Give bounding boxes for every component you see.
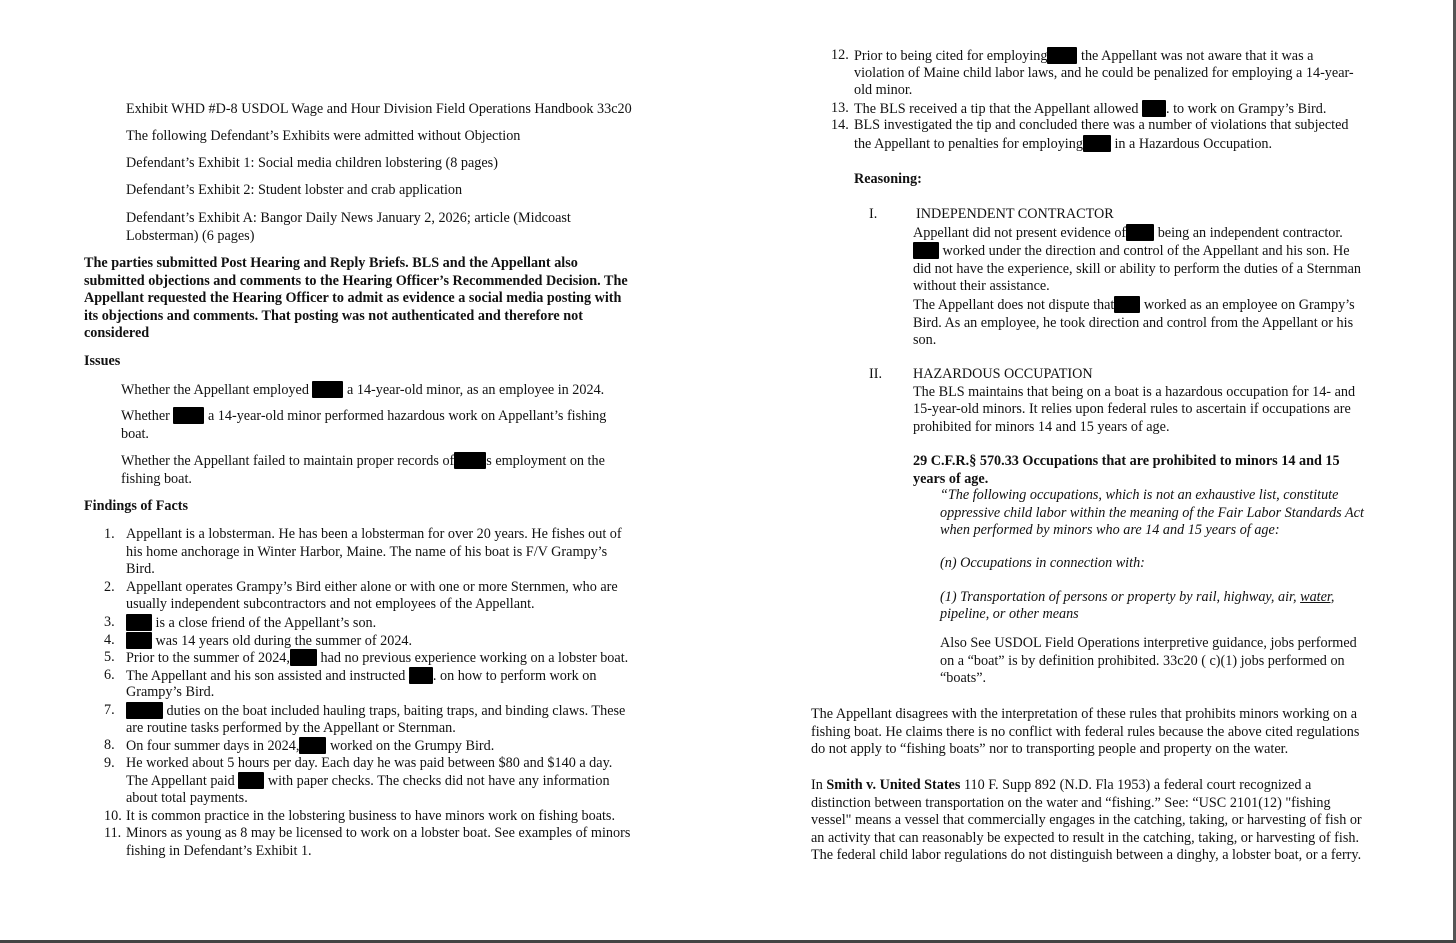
quote-line: (1) Transportation of persons or property by rail, highway, air, [940,588,1297,605]
section-text: son. [913,332,937,349]
finding-text: The Appellant and his son assisted and instructed [126,667,406,684]
list-number: 4. [104,631,115,648]
paragraph-line: fishing boat. He claims there is no conflict with federal rules because the above cited regulations [811,723,1360,740]
redaction-box [173,407,204,424]
section-text: prohibited for minors 14 and 15 years of age. [913,418,1170,435]
finding-text [126,614,376,633]
quote-line: oppressive child labor within the meaning of the Fair Labor Standards Act [940,504,1364,521]
list-number: 9. [104,754,115,771]
finding-text [854,47,1313,66]
underlined-word: water, [1300,588,1335,605]
finding-text: fishing in Defendant’s Exhibit 1. [126,842,312,859]
issue-text: s employment on the [486,453,605,469]
finding-text: Prior to the summer of 2024, [126,650,290,667]
guidance-note [940,635,1357,688]
section-text: worked as an employee on Grampy’s [1143,296,1355,313]
exhibit-line: The following Defendant’s Exhibits were admitted without Objection [126,128,521,144]
section-text: without their assistance. [913,278,1050,295]
section-independent-contractor [913,206,1383,350]
findings-heading: Findings of Facts [84,498,189,514]
finding-text [854,135,1272,154]
finding-text: was 14 years old during the summer of 2024. [155,632,413,649]
list-number: 10. [104,807,122,824]
section-text: The BLS maintains that being on a boat is a hazardous occupation for 14- and [913,383,1356,400]
reasoning-heading: Reasoning: [854,171,922,187]
list-number: 5. [104,649,115,666]
guidance-line: Also See USDOL Field Operations interpretive guidance, jobs performed [940,635,1357,651]
finding-text: Appellant operates Grampy’s Bird either alone or with one or more Sternmen, who are [126,578,618,595]
cfr-heading [913,453,1340,488]
findings-list [104,526,664,866]
paragraph-line: The parties submitted Post Hearing and Reply Briefs. BLS and the Appellant also [84,255,578,271]
finding-text: The Appellant paid [126,773,235,790]
guidance-line: on a “boat” is by definition prohibited. 33c20 ( c)(1) jobs performed on [940,652,1345,669]
paragraph-line: do not apply to “fishing boats” nor to transporting people and property on the water. [811,741,1289,758]
finding-text [854,100,1326,119]
issue-item [121,452,605,488]
finding-text [126,667,596,686]
redaction-box [126,632,152,649]
issue-item [121,407,606,443]
quote-line: pipeline, or other means [940,606,1079,623]
right-page [728,0,1456,943]
finding-text: had no previous experience working on a lobster boat. [320,650,629,667]
section-numeral: I. [869,206,878,222]
finding-text: Minors as young as 8 may be licensed to work on a lobster boat. See examples of minors [126,825,631,842]
paragraph-line: The Appellant disagrees with the interpretation of these rules that prohibits minors working on a [811,706,1358,722]
issue-item [121,381,604,400]
issue-text: a 14-year-old minor, as an employee in 2024. [347,382,605,398]
section-text: did not have the experience, skill or ability to perform the duties of a Sternman [913,260,1361,277]
list-number: 7. [104,702,115,718]
finding-text: He worked about 5 hours per day. Each day he was paid between $80 and $140 a day. [126,754,613,771]
redaction-box [299,737,326,754]
section-title: HAZARDOUS OCCUPATION [913,366,1093,382]
post-hearing-paragraph [84,255,628,343]
finding-text: usually independent subcontractors and not employees of the Appellant. [126,596,535,613]
list-number: 14. [831,117,849,134]
redaction-box [126,614,152,631]
paragraph-line: an activity that can reasonably be expected to result in the catching, taking, or harvesting of fish. [811,829,1360,846]
issue-text: fishing boat. [121,470,192,487]
cfr-heading-line: 29 C.F.R.§ 570.33 Occupations that are prohibited to minors 14 and 15 [913,453,1340,469]
exhibit-line: Defendant’s Exhibit 2: Student lobster and crab application [126,182,463,198]
finding-text: . to work on Grampy’s Bird. [1166,100,1327,117]
finding-text [126,632,412,651]
finding-text: the Appellant was not aware that it was a [1081,48,1314,64]
disagree-paragraph [811,706,1359,759]
guidance-line: “boats”. [940,670,987,687]
section-text: Bird. As an employee, he took direction and control from the Appellant or his [913,314,1354,331]
finding-text: duties on the boat included hauling traps, baiting traps, and binding claws. These [166,703,626,719]
issue-text: Whether the Appellant employed [121,382,309,398]
smith-paragraph [811,777,1362,865]
finding-text: . on how to perform work on [432,667,597,684]
redaction-box [1047,47,1077,64]
finding-text: worked on the Grumpy Bird. [329,738,495,755]
finding-text: It is common practice in the lobstering business to have minors work on fishing boats. [126,807,615,824]
list-number: 3. [104,614,115,630]
finding-text [126,649,628,668]
list-number: 12. [831,47,849,63]
finding-text: is a close friend of the Appellant’s son. [155,615,377,631]
section-hazardous-occupation [913,366,1383,436]
redaction-box [290,649,317,666]
redaction-box [1142,100,1166,117]
finding-text [126,772,610,791]
case-name: Smith v. United States [826,777,961,793]
issues-heading: Issues [84,353,121,369]
finding-text: Appellant is a lobsterman. He has been a lobsterman for over 20 years. He fishes out of [126,526,622,542]
finding-text: are routine tasks performed by the Appellant or Sternman. [126,719,456,736]
issue-text: boat. [121,425,149,442]
finding-text: his home anchorage in Winter Harbor, Maine. The name of his boat is F/V Grampy’s [126,543,608,560]
finding-text [126,737,494,756]
list-number: 8. [104,737,115,754]
quote-line: when performed by minors who are 14 and 15 years of age: [940,522,1280,539]
finding-text: with paper checks. The checks did not have any information [267,773,610,790]
finding-text [126,702,625,721]
redaction-box [126,702,163,719]
list-number: 11. [104,825,122,842]
paragraph-line: vessel" means a vessel that commercially engages in the catching, taking, or harvesting of fish or [811,812,1362,829]
finding-text: BLS investigated the tip and concluded there was a number of violations that subjected [854,117,1349,134]
finding-text: old minor. [854,82,913,99]
quote-line: “The following occupations, which is not an exhaustive list, constitute [940,487,1339,503]
regulation-quote [940,487,1364,624]
section-text: being an independent contractor. [1157,224,1343,241]
finding-text: Bird. [126,561,155,578]
redaction-box [913,242,939,259]
findings-list-continued [831,47,1391,157]
redaction-box [238,772,264,789]
list-number: 2. [104,578,115,595]
paragraph-line: its objections and comments. That posting was not authenticated and therefore not [84,307,583,324]
finding-text: On four summer days in 2024, [126,738,300,755]
paragraph-line: submitted objections and comments to the Hearing Officer’s Recommended Decision. The [84,272,628,289]
issue-text: Whether the Appellant failed to maintain proper records of [121,453,455,469]
finding-text: the Appellant to penalties for employing [854,136,1083,152]
redaction-box [1083,135,1111,152]
finding-text: in a Hazardous Occupation. [1114,136,1273,152]
paragraph-line: The federal child labor regulations do not distinguish between a dinghy, a lobster boat, or a ferry. [811,847,1362,864]
exhibit-line: Exhibit WHD #D-8 USDOL Wage and Hour Division Field Operations Handbook 33c20 [126,101,632,117]
paragraph-text: In [811,777,823,793]
finding-text: violation of Maine child labor laws, and he could be penalized for employing a 14-year- [854,64,1354,81]
paragraph-line: distinction between transportation on the water and “fishing.” See: “USC 2101(12) "fishing [811,794,1331,811]
redaction-box [409,667,433,684]
section-text: Appellant did not present evidence of [913,224,1127,241]
redaction-box [1126,224,1154,241]
finding-text: about total payments. [126,790,248,806]
section-title: INDEPENDENT CONTRACTOR [916,206,1114,222]
quote-line: (n) Occupations in connection with: [940,555,1145,572]
paragraph-text: 110 F. Supp 892 (N.D. Fla 1953) a federal court recognized a [963,777,1312,793]
exhibit-line: Lobsterman) (6 pages) [126,228,255,244]
section-text: worked under the direction and control of the Appellant and his son. He [942,243,1350,260]
issue-text: Whether [121,408,170,424]
exhibit-line: Defendant’s Exhibit 1: Social media children lobstering (8 pages) [126,155,498,171]
exhibit-line: Defendant’s Exhibit A: Bangor Daily News January 2, 2026; article (Midcoast [126,210,571,226]
section-text: The Appellant does not dispute that [913,296,1115,313]
paragraph-line: Appellant requested the Hearing Officer to admit as evidence a social media posting with [84,290,622,307]
issue-text: a 14-year-old minor performed hazardous work on Appellant’s fishing [207,408,607,424]
paragraph-line: considered [84,325,150,342]
list-number: 1. [104,526,115,542]
section-numeral: II. [869,366,882,382]
list-number: 13. [831,99,849,116]
finding-text: The BLS received a tip that the Appellant allowed [854,100,1139,117]
finding-text: Grampy’s Bird. [126,684,215,701]
list-number: 6. [104,666,115,683]
finding-text: Prior to being cited for employing [854,48,1048,64]
section-text: 15-year-old minors. It relies upon federal rules to ascertain if occupations are [913,401,1351,418]
redaction-box [312,381,343,398]
redaction-box [454,452,486,469]
cfr-heading-line: years of age. [913,470,989,487]
redaction-box [1114,296,1140,313]
